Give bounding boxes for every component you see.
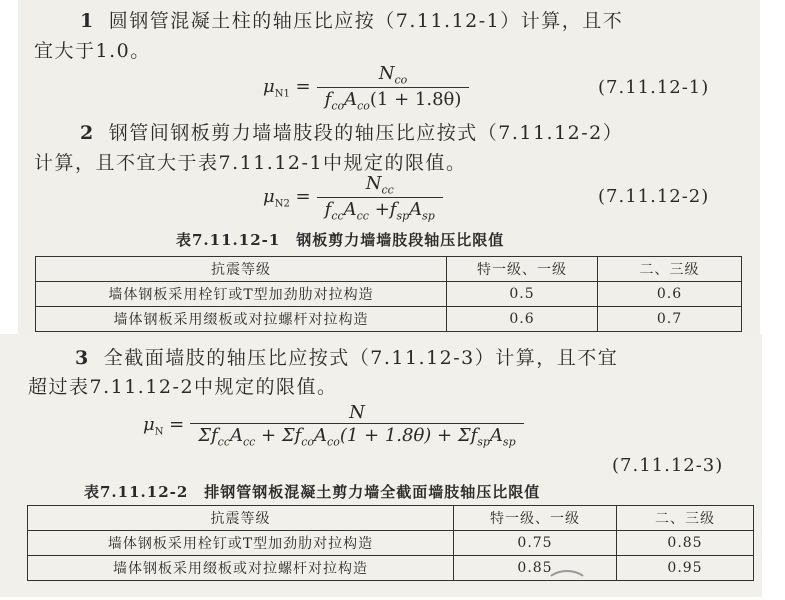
eq3-lhs: $\mu_N$ = (143, 413, 185, 438)
table1-header-cell: 二、三级 (598, 257, 742, 282)
table1-caption: 表7.11.12-1 钢板剪力墙墙肢段轴压比限值 (176, 231, 505, 249)
eq3-denominator: $\Sigma f_{cc}A_{cc} + \Sigma f_{co}A_{co}(1 + 1.8\theta) + \Sigma f_{sp}A_{sp}$ (190, 423, 523, 449)
table-cell: 0.75 (454, 531, 617, 556)
table-row (28, 531, 754, 556)
para1-line1 (80, 6, 623, 33)
table-cell: 墙体钢板采用栓钉或T型加劲肋对拉构造 (28, 531, 454, 556)
table-row (28, 556, 754, 581)
eq1-number: (7.11.12-1) (598, 77, 710, 98)
table2-header-cell: 抗震等级 (28, 506, 454, 531)
table2-header-cell: 二、三级 (617, 506, 754, 531)
table-cell: 0.6 (598, 282, 742, 307)
eq1-numerator: $N_{co}$ (378, 63, 408, 87)
para3-line1 (75, 343, 618, 370)
table-cell: 0.7 (598, 307, 742, 332)
table2-header-row (28, 506, 754, 531)
para1-line2: 宜大于1.0。 (34, 40, 151, 62)
pen-scribble-mark (545, 570, 589, 600)
para3-line2: 超过表7.11.12-2中规定的限值。 (28, 376, 338, 398)
equation-1 (263, 63, 469, 112)
eq3-numerator: N (349, 402, 365, 423)
para1-number: 1 (80, 10, 95, 32)
eq2-numerator: $N_{cc}$ (365, 173, 394, 197)
eq2-denominator: $f_{cc}A_{cc} +f_{sp}A_{sp}$ (317, 197, 443, 223)
eq2-number: (7.11.12-2) (598, 186, 710, 207)
equation-3 (143, 402, 524, 449)
table-cell: 0.85 (454, 556, 617, 581)
eq3-number: (7.11.12-3) (612, 455, 724, 476)
para3-text1: 全截面墙肢的轴压比应按式（7.11.12-3）计算，且不宜 (103, 347, 619, 369)
table-row (36, 282, 742, 307)
eq2-lhs: $\mu_{N2}$ = (263, 185, 311, 210)
table-cell: 墙体钢板采用栓钉或T型加劲肋对拉构造 (36, 282, 447, 307)
table1 (35, 256, 742, 332)
table-cell: 墙体钢板采用缀板或对拉螺杆对拉构造 (36, 307, 447, 332)
table-cell: 0.6 (447, 307, 598, 332)
table1-header-cell: 特一级、一级 (447, 257, 598, 282)
table2-header-cell: 特一级、一级 (454, 506, 617, 531)
equation-2 (263, 173, 443, 222)
para2-text1: 钢管间钢板剪力墙墙肢段的轴压比应按式（7.11.12-2） (108, 122, 624, 144)
table-cell: 0.95 (617, 556, 754, 581)
para2-number: 2 (80, 122, 95, 144)
table-cell: 墙体钢板采用缀板或对拉螺杆对拉构造 (28, 556, 454, 581)
table2-caption: 表7.11.12-2 排钢管钢板混凝土剪力墙全截面墙肢轴压比限值 (84, 483, 541, 501)
table-row (36, 307, 742, 332)
eq1-denominator: $f_{co}A_{co}(1 + 1.8\theta)$ (317, 87, 470, 113)
table1-header-row (36, 257, 742, 282)
table-cell: 0.5 (447, 282, 598, 307)
para1-text1: 圆钢管混凝土柱的轴压比应按（7.11.12-1）计算，且不 (108, 10, 624, 32)
table2 (27, 505, 754, 581)
table1-header-cell: 抗震等级 (36, 257, 447, 282)
eq1-lhs: $\mu_{N1}$ = (263, 75, 311, 100)
para2-line2: 计算，且不宜大于表7.11.12-1中规定的限值。 (34, 152, 467, 174)
table-cell: 0.85 (617, 531, 754, 556)
para2-line1 (80, 118, 623, 145)
para3-number: 3 (75, 347, 90, 369)
